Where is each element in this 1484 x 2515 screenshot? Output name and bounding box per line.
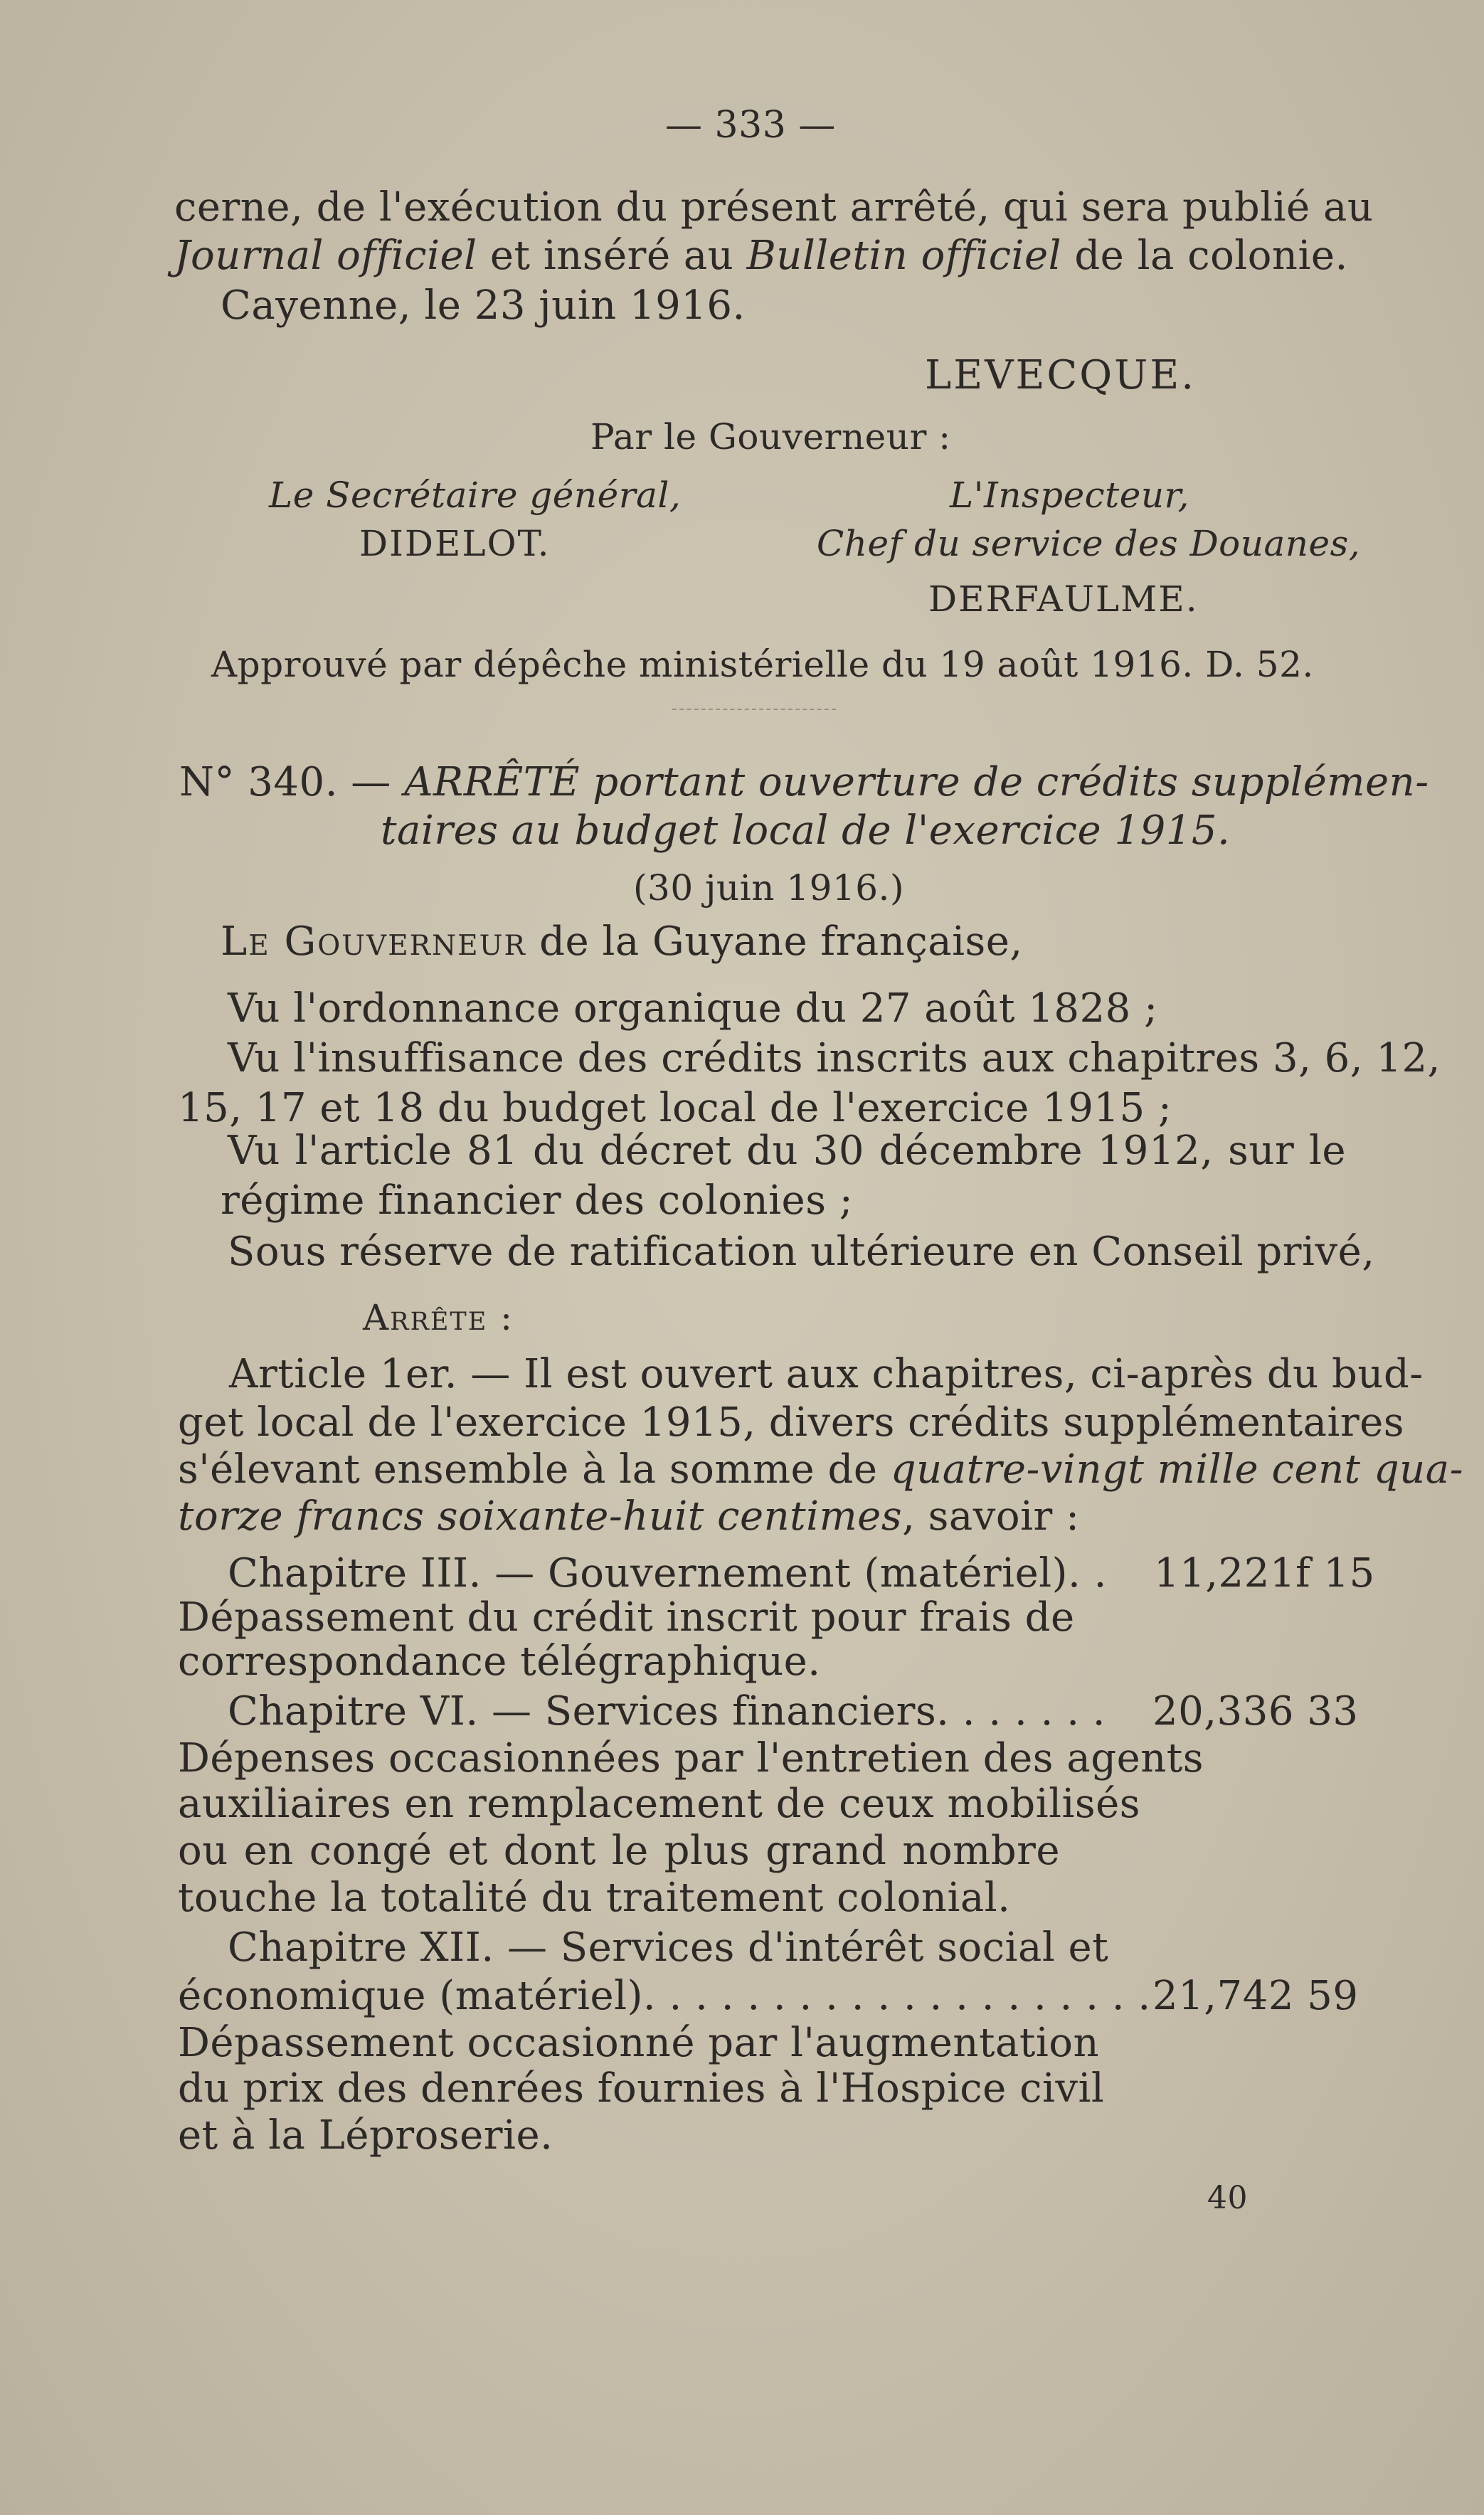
chapter-heading: Chapitre VI. — Services financiers. . . . . . . — [228, 1688, 1106, 1735]
vu-2: Vu l'insuffisance des crédits inscrits aux chapitres 3, 6, 12, — [228, 1035, 1441, 1081]
decree-title — [179, 757, 1429, 808]
chapter-desc: du prix des denrées fournies à l'Hospice civil — [178, 2065, 1105, 2112]
text-line: cerne, de l'exécution du présent arrêté, qui sera publié au — [174, 184, 1374, 231]
vu-3: Vu l'article 81 du décret du 30 décembre 1912, sur le — [228, 1128, 1346, 1174]
chapter-heading: Chapitre III. — Gouvernement (matériel). . — [228, 1550, 1107, 1597]
text-fragment: , savoir : — [902, 1493, 1080, 1540]
chapter-amount: 21,742 59 — [1152, 1973, 1359, 2019]
decree-number: N° 340. — — [179, 759, 405, 805]
arrete-heading: Arrête : — [363, 1297, 514, 1338]
chapter-desc: Dépassement du crédit inscrit pour frais de — [178, 1594, 1075, 1641]
chapter-amount: 20,336 33 — [1152, 1688, 1359, 1735]
journal-officiel: Journal officiel — [174, 233, 477, 279]
bulletin-officiel: Bulletin officiel — [746, 233, 1062, 279]
governor-line — [221, 916, 1023, 968]
chapter-desc: correspondance télégraphique. — [178, 1638, 821, 1685]
chapter-desc: auxiliaires en remplacement de ceux mobilisés — [178, 1781, 1141, 1827]
text-fragment: de la Guyane française, — [526, 918, 1023, 965]
total-amount-words: quatre-vingt mille cent qua- — [890, 1446, 1464, 1493]
article-1-cont — [178, 1444, 1464, 1495]
decree-title-2: taires au budget local de l'exercice 1915. — [381, 808, 1231, 854]
article-1-cont: get local de l'exercice 1915, divers crédits supplémentaires — [178, 1399, 1405, 1446]
chapter-desc: Dépassement occasionné par l'augmentation — [178, 2020, 1100, 2066]
separator — [672, 709, 836, 710]
inspector-title-2: Chef du service des Douanes, — [817, 523, 1361, 564]
vu-3-cont: régime financier des colonies ; — [221, 1177, 854, 1224]
place-date: Cayenne, le 23 juin 1916. — [221, 282, 746, 329]
signature-mark: 40 — [1207, 2180, 1248, 2216]
sous-reserve: Sous réserve de ratification ultérieure en Conseil privé, — [228, 1229, 1375, 1275]
chapter-desc: touche la totalité du traitement colonial. — [178, 1875, 1011, 1921]
decree-date: (30 juin 1916.) — [633, 867, 904, 909]
text-fragment: et inséré au — [477, 233, 747, 279]
article-1: Article 1er. — Il est ouvert aux chapitres, ci-après du bud- — [229, 1351, 1424, 1397]
inspector-title: L'Inspecteur, — [950, 475, 1189, 516]
vu-1: Vu l'ordonnance organique du 27 août 1828 ; — [228, 985, 1158, 1032]
secretary-title: Le Secrétaire général, — [269, 475, 682, 516]
chapter-desc: Dépenses occasionnées par l'entretien des agents — [178, 1735, 1204, 1781]
le-gouverneur: Le Gouverneur — [221, 918, 526, 965]
chapter-desc: et à la Léproserie. — [178, 2112, 553, 2159]
inspector-name: DERFAULME. — [928, 578, 1199, 620]
secretary-name: DIDELOT. — [359, 523, 551, 564]
chapter-amount: 11,221f 15 — [1154, 1550, 1375, 1597]
total-amount-words-2: torze francs soixante-huit centimes — [178, 1493, 903, 1540]
signature-governor: LEVECQUE. — [925, 352, 1197, 398]
text-fragment: s'élevant ensemble à la somme de — [178, 1446, 891, 1493]
chapter-heading-cont: économique (matériel). . . . . . . . . . . . . . . . . . . . — [178, 1973, 1151, 2019]
text-fragment: de la colonie. — [1061, 233, 1348, 279]
decree-title-text: ARRÊTÉ portant ouverture de crédits supplémen- — [404, 759, 1429, 805]
approval-line: Approuvé par dépêche ministérielle du 19 août 1916. D. 52. — [211, 644, 1314, 685]
chapter-heading: Chapitre XII. — Services d'intérêt social et — [228, 1924, 1109, 1971]
chapter-desc: ou en congé et dont le plus grand nombre — [178, 1828, 1060, 1874]
article-1-cont — [178, 1491, 1080, 1542]
par-le-gouverneur: Par le Gouverneur : — [590, 416, 951, 457]
text-line — [174, 231, 1348, 282]
page-number: — 333 — — [665, 104, 836, 147]
vu-2-cont: 15, 17 et 18 du budget local de l'exercice 1915 ; — [178, 1085, 1172, 1131]
